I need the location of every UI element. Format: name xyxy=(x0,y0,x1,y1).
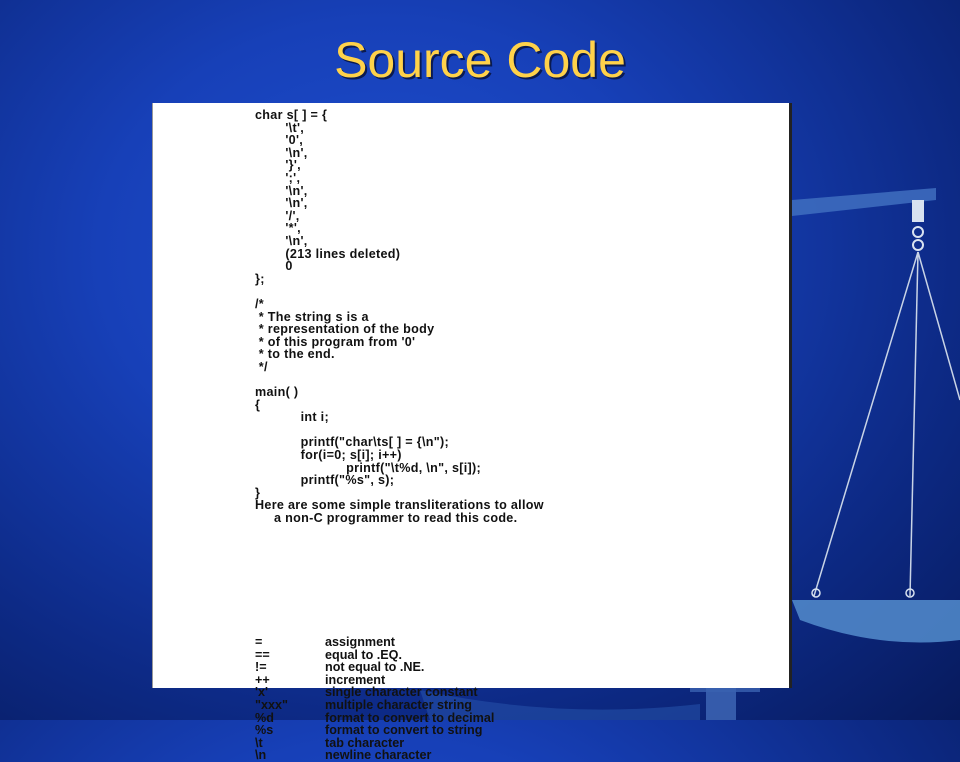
code-line: }; xyxy=(255,271,265,286)
legend-meaning: newline character xyxy=(325,748,432,762)
code-line: 0 xyxy=(255,259,293,274)
code-line: * The string s is a xyxy=(255,309,369,324)
code-line xyxy=(255,373,544,386)
legend-symbol: = xyxy=(255,635,263,649)
scale-string xyxy=(814,252,918,596)
code-line: '/', xyxy=(255,208,300,223)
code-line: '\t', xyxy=(255,120,305,135)
legend-meaning: tab character xyxy=(325,735,405,750)
code-line: printf("\t%d, \n", s[i]); xyxy=(255,460,482,475)
code-line: char s[ ] = { xyxy=(255,108,328,122)
legend-symbol: ++ xyxy=(255,672,270,687)
code-line: '\n', xyxy=(255,145,308,160)
code-line: int i; xyxy=(255,410,329,425)
code-line: * of this program from '0' xyxy=(255,334,416,349)
code-line: * representation of the body xyxy=(255,322,435,337)
code-line: for(i=0; s[i]; i++) xyxy=(255,448,402,463)
legend-symbol: 'x' xyxy=(255,685,268,700)
code-line: '*', xyxy=(255,221,301,236)
code-line: printf("char\ts[ ] = {\n"); xyxy=(255,435,450,450)
code-line: '0', xyxy=(255,133,304,148)
code-line: '\n', xyxy=(255,196,308,211)
code-listing xyxy=(255,109,544,525)
code-line: main( ) xyxy=(255,385,299,400)
legend-row xyxy=(255,749,494,762)
legend-meaning: assignment xyxy=(325,635,395,649)
code-line: '}', xyxy=(255,158,301,173)
code-line: printf("%s", s); xyxy=(255,473,395,488)
legend-symbol: %s xyxy=(255,723,274,738)
legend-symbol: %d xyxy=(255,710,274,725)
code-line: '\n', xyxy=(255,233,308,248)
legend-meaning: format to convert to string xyxy=(325,723,483,738)
legend-meaning: equal to .EQ. xyxy=(325,647,402,662)
scale-string xyxy=(918,252,960,400)
legend-meaning: single character constant xyxy=(325,685,478,700)
code-line: Here are some simple transliterations to allow xyxy=(255,498,544,513)
code-line: a non-C programmer to read this code. xyxy=(255,511,518,525)
legend-meaning: format to convert to decimal xyxy=(325,710,495,725)
code-line: * to the end. xyxy=(255,347,335,362)
code-line: ';', xyxy=(255,170,301,185)
legend-symbol: == xyxy=(255,647,270,662)
code-line: } xyxy=(255,485,261,500)
transliteration-legend xyxy=(255,636,494,762)
code-line: (213 lines deleted) xyxy=(255,246,401,261)
code-line: /* xyxy=(255,296,264,311)
scale-string xyxy=(910,252,918,596)
code-line: '\n', xyxy=(255,183,308,198)
slide-title: Source Code xyxy=(334,32,626,88)
source-code-image xyxy=(152,103,792,762)
legend-symbol: "xxx" xyxy=(255,697,288,712)
legend-meaning: not equal to .NE. xyxy=(325,660,425,675)
legend-meaning: increment xyxy=(325,672,386,687)
legend-symbol: \t xyxy=(255,735,263,750)
scale-pan xyxy=(792,600,960,643)
code-line: */ xyxy=(255,359,268,374)
legend-meaning: multiple character string xyxy=(325,697,472,712)
code-line xyxy=(255,285,544,298)
scale-pivot xyxy=(912,200,924,222)
legend-symbol: != xyxy=(255,660,267,675)
code-line: { xyxy=(255,397,261,412)
legend-symbol: \n xyxy=(255,748,267,762)
